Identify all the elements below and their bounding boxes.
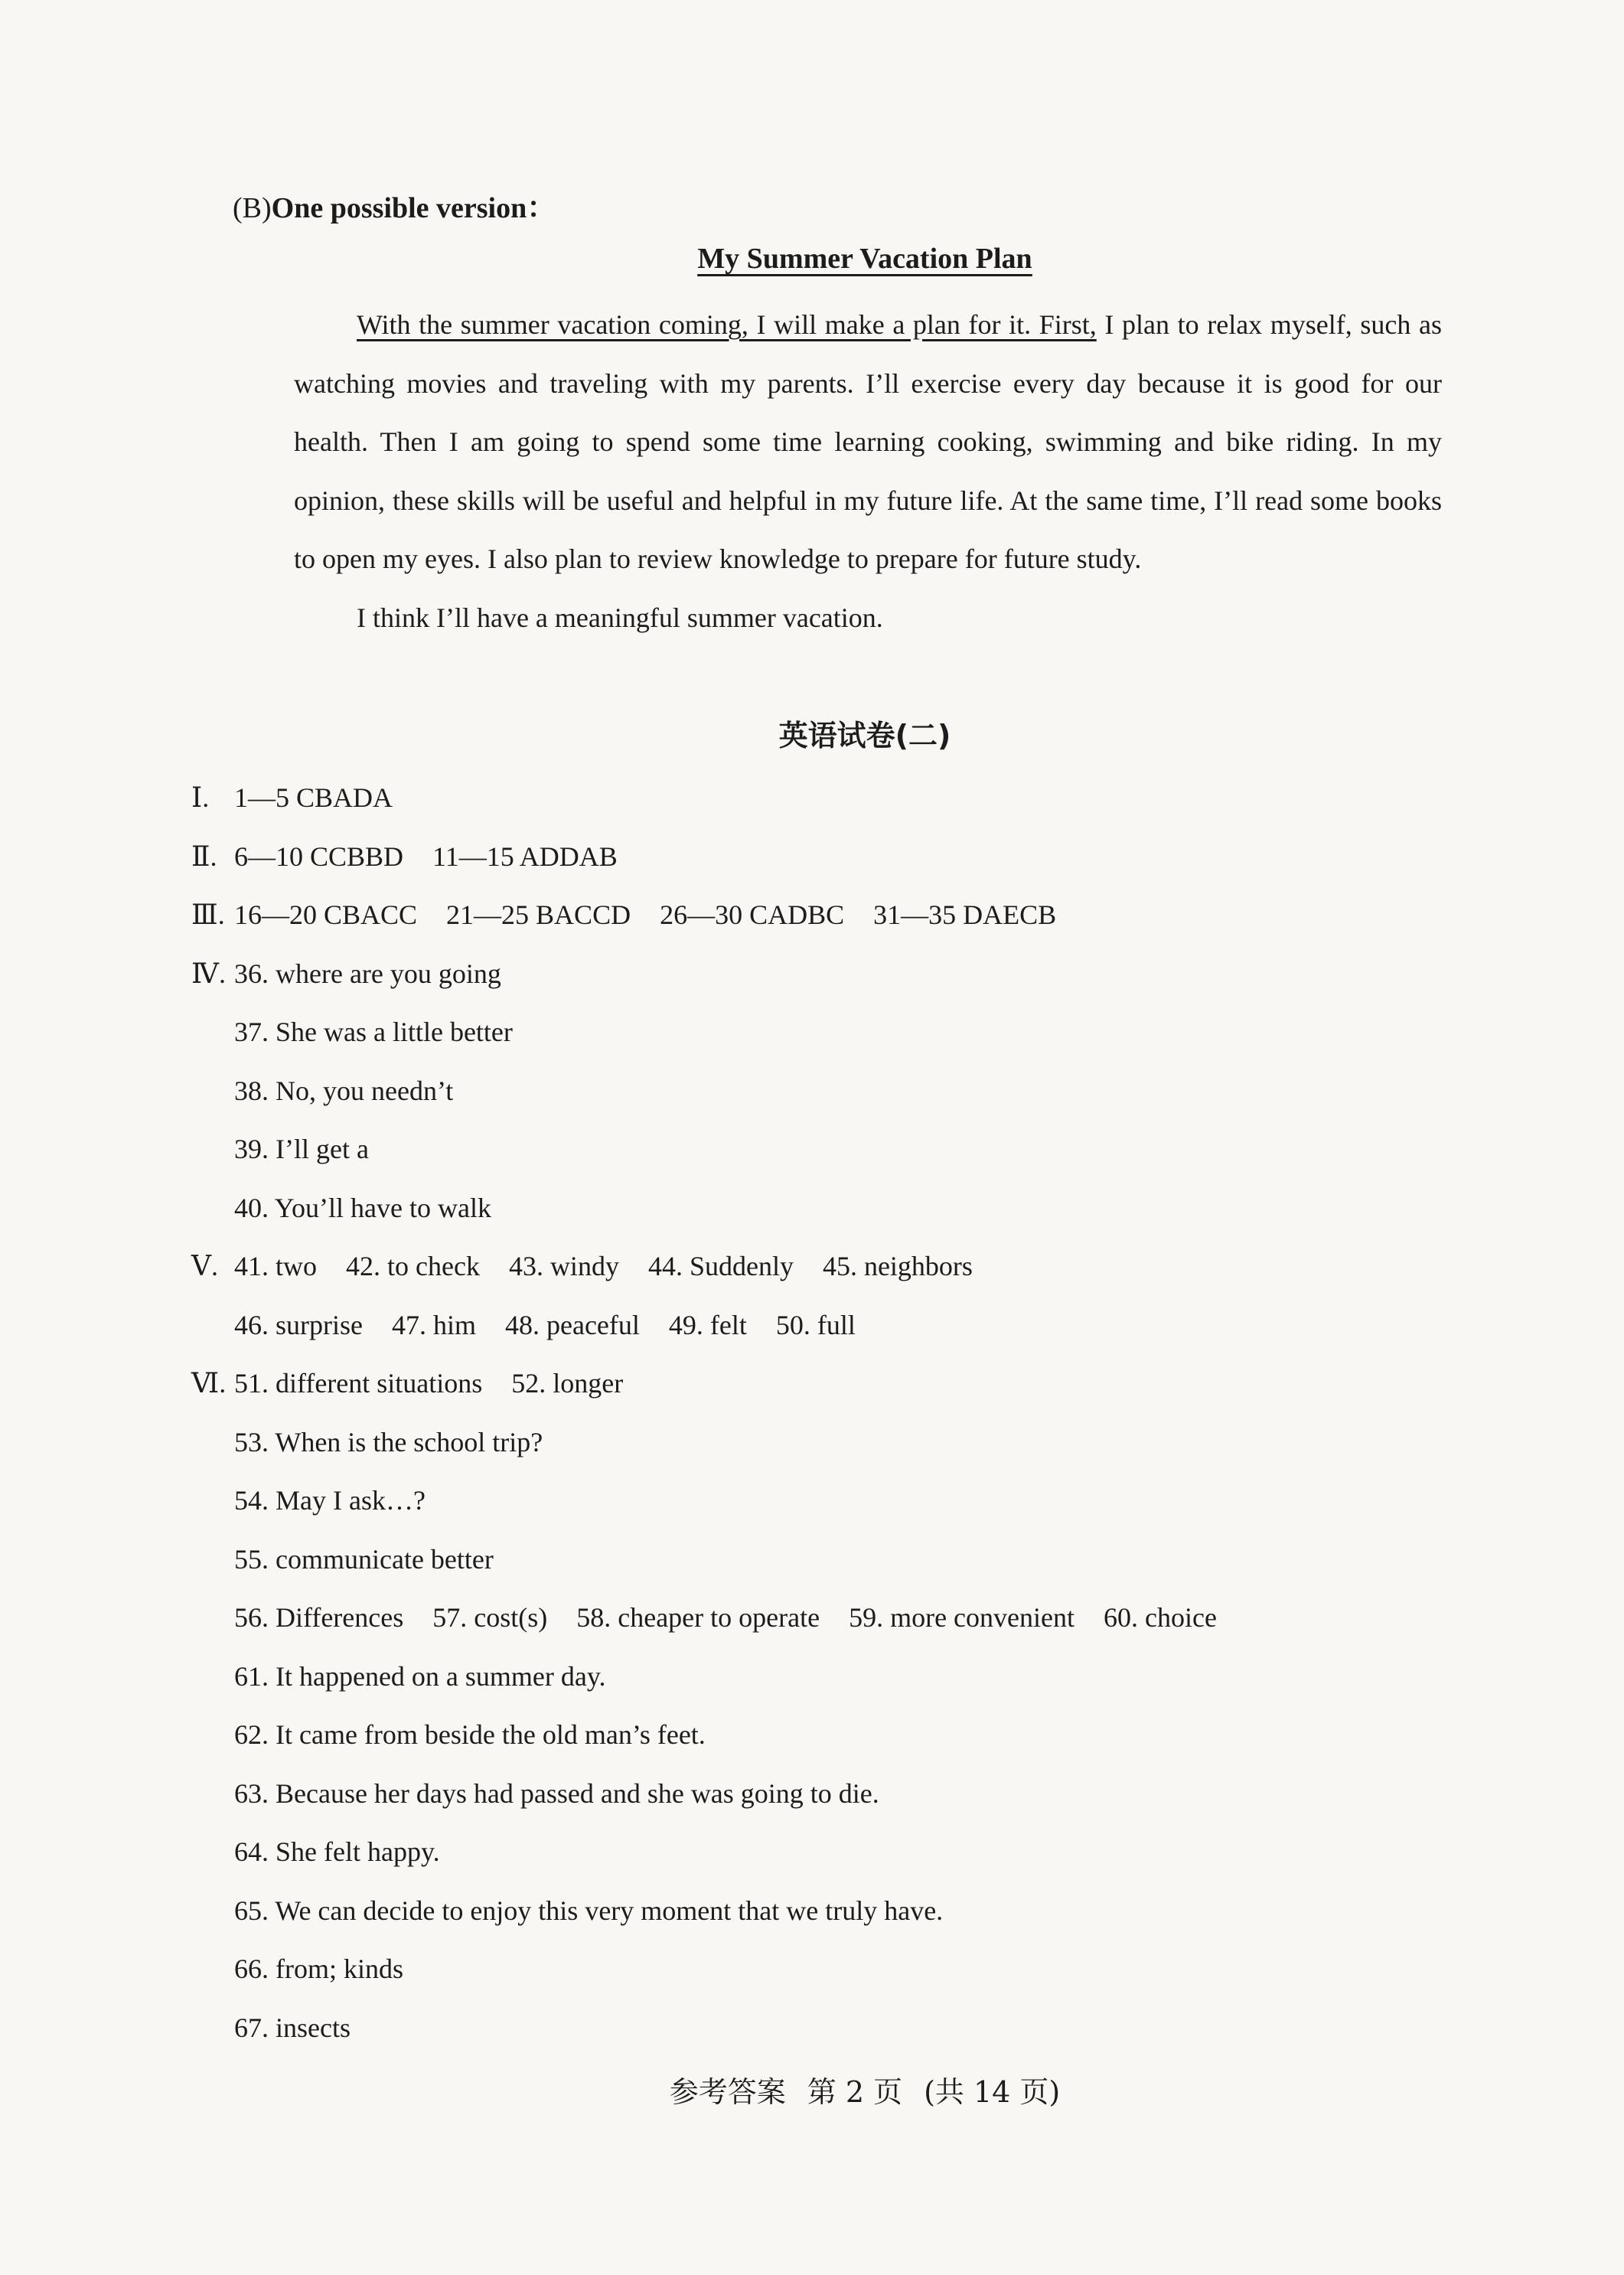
answer-item: 49. felt xyxy=(668,1309,747,1340)
answer-item: 55. communicate better xyxy=(234,1543,494,1575)
answer-list xyxy=(191,769,1217,2057)
answer-item: 46. surprise xyxy=(234,1309,363,1340)
answer-row-4 xyxy=(191,945,1217,1004)
footer-label: 参考答案 xyxy=(669,2075,786,2109)
answer-item: 42. to check xyxy=(346,1251,480,1281)
answer-row-5 xyxy=(191,1003,1217,1062)
answer-row-8 xyxy=(191,1179,1217,1238)
answer-row-13 xyxy=(191,1471,1217,1530)
answer-item: 11—15 ADDAB xyxy=(432,840,618,872)
answer-item: 53. When is the school trip? xyxy=(234,1426,543,1457)
essay-title-text: My Summer Vacation Plan xyxy=(697,243,1032,275)
answer-item: 62. It came from beside the old man’s feet. xyxy=(234,1719,706,1750)
answer-row-3 xyxy=(191,886,1217,945)
answer-row-22 xyxy=(191,1999,1217,2058)
roman-numeral: Ⅰ. xyxy=(191,782,210,813)
footer-total-pages: (共 14 页) xyxy=(924,2075,1061,2109)
essay-underlined-opening: With the summer vacation coming, I will make a plan for it. First, xyxy=(357,309,1097,340)
answer-item: 48. peaceful xyxy=(505,1309,640,1340)
answer-row-7 xyxy=(191,1120,1217,1179)
essay-paragraph-1-rest: I plan to relax myself, such as watching movies and traveling with my parents. I’ll exercise every day because it is good for our health. Then I am going to spend some time learning cooking, swimming and bike riding. In my opinion, these skills will be useful and helpful in my future life. At the same time, I’ll read some books to open my eyes. I also plan to review knowledge to prepare for future study. xyxy=(294,309,1442,574)
essay-heading xyxy=(233,184,556,226)
answer-row-11 xyxy=(191,1354,1217,1413)
answer-item: 65. We can decide to enjoy this very moment that we truly have. xyxy=(234,1895,944,1926)
essay-paragraph-2: I think I’ll have a meaningful summer vacation. xyxy=(357,602,883,633)
essay-body xyxy=(294,295,1442,647)
answer-row-16 xyxy=(191,1647,1217,1706)
essay-heading-text: One possible version： xyxy=(271,192,556,224)
roman-numeral: Ⅱ. xyxy=(191,840,217,872)
answer-item: 66. from; kinds xyxy=(234,1953,403,1984)
answer-row-19 xyxy=(191,1823,1217,1882)
answer-item: 38. No, you needn’t xyxy=(234,1075,454,1106)
answer-item: 26—30 CADBC xyxy=(660,899,845,930)
answer-item: 50. full xyxy=(775,1309,856,1340)
answer-row-9 xyxy=(191,1237,1217,1296)
essay-title xyxy=(0,242,1624,276)
answer-row-17 xyxy=(191,1705,1217,1764)
answer-item: 67. insects xyxy=(234,2012,351,2043)
answer-item: 47. him xyxy=(391,1309,476,1340)
answer-item: 61. It happened on a summer day. xyxy=(234,1660,606,1692)
answer-row-2 xyxy=(191,827,1217,886)
answer-item: 39. I’ll get a xyxy=(234,1134,369,1164)
answer-row-15 xyxy=(191,1588,1217,1647)
answer-item: 59. more convenient xyxy=(849,1602,1075,1633)
answer-item: 64. She felt happy. xyxy=(234,1836,440,1867)
answer-row-10 xyxy=(191,1296,1217,1355)
answer-item: 60. choice xyxy=(1104,1602,1217,1633)
answer-row-6 xyxy=(191,1062,1217,1121)
answer-item: 63. Because her days had passed and she was going to die. xyxy=(234,1777,879,1809)
answer-item: 6—10 CCBBD xyxy=(234,840,404,872)
answer-item: 57. cost(s) xyxy=(432,1602,548,1633)
footer-page-number: 第 2 页 xyxy=(807,2075,903,2109)
essay-paragraph-1 xyxy=(294,295,1442,589)
answer-item: 41. two xyxy=(234,1251,317,1281)
answer-item: 16—20 CBACC xyxy=(234,899,418,930)
answer-item: 56. Differences xyxy=(234,1602,404,1633)
essay-label: (B) xyxy=(233,192,272,224)
answer-item: 58. cheaper to operate xyxy=(576,1602,820,1633)
answer-item: 51. different situations xyxy=(234,1368,483,1399)
answer-row-18 xyxy=(191,1764,1217,1823)
answer-item: 44. Suddenly xyxy=(647,1251,794,1281)
roman-numeral: Ⅴ. xyxy=(191,1251,218,1281)
roman-numeral: Ⅲ. xyxy=(191,899,225,930)
roman-numeral: Ⅵ. xyxy=(191,1368,227,1399)
answer-item: 1—5 CBADA xyxy=(234,782,393,813)
section-title: 英语试卷(二) xyxy=(778,719,951,752)
roman-numeral: Ⅳ. xyxy=(191,958,226,989)
answer-item: 31—35 DAECB xyxy=(873,899,1057,930)
answer-item: 37. She was a little better xyxy=(234,1017,513,1047)
answer-row-20 xyxy=(191,1882,1217,1940)
answer-item: 21—25 BACCD xyxy=(446,899,631,930)
answer-item: 36. where are you going xyxy=(234,958,501,989)
answer-row-14 xyxy=(191,1530,1217,1589)
answer-row-1 xyxy=(191,769,1217,827)
answer-row-21 xyxy=(191,1940,1217,1999)
answer-item: 54. May I ask…? xyxy=(234,1485,426,1516)
answer-item: 52. longer xyxy=(511,1368,624,1399)
answer-row-12 xyxy=(191,1413,1217,1472)
answer-item: 45. neighbors xyxy=(822,1251,973,1281)
answer-item: 40. You’ll have to walk xyxy=(234,1192,491,1223)
answer-item: 43. windy xyxy=(508,1251,619,1281)
page-footer xyxy=(0,2068,1624,2110)
